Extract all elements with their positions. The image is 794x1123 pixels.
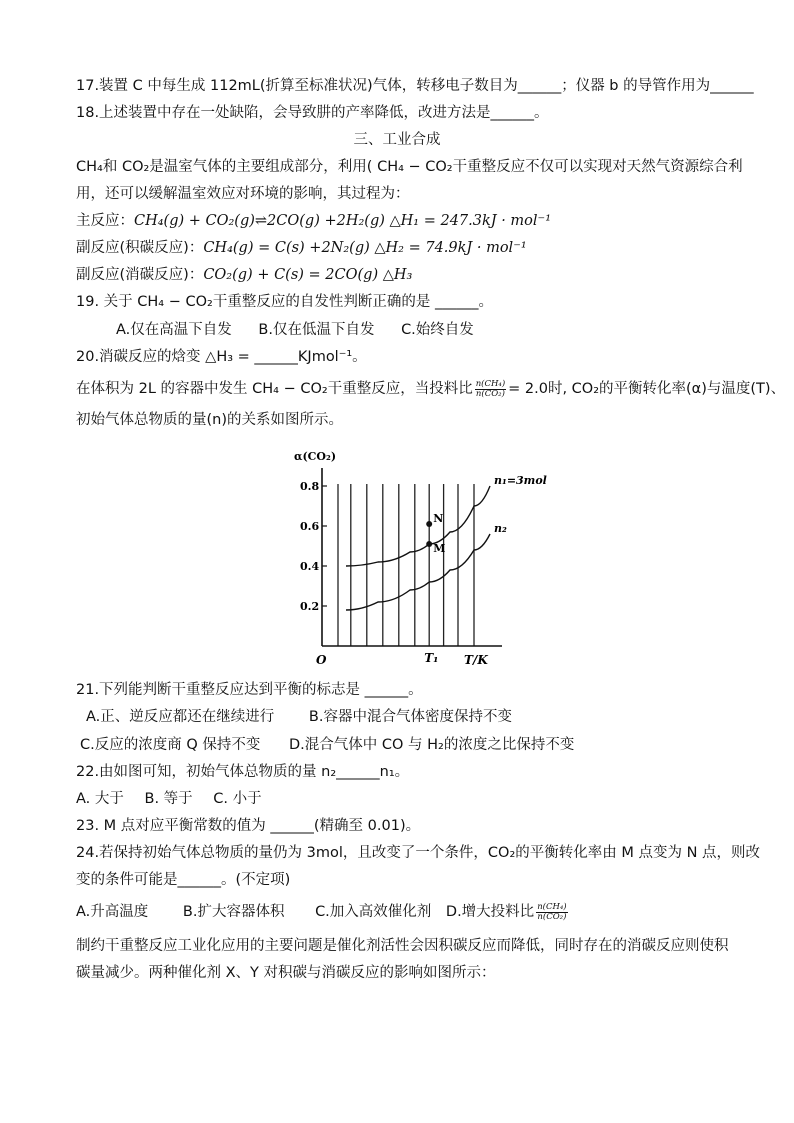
x-axis-label: T/K — [464, 653, 488, 667]
side-reaction-1 — [76, 238, 527, 258]
question-24-line-1: 24.若保持初始气体总物质的量仍为 3mol，且改变了一个条件，CO₂的平衡转化率由 M 点变为 N 点，则改 — [76, 845, 761, 861]
q22-option-c: C. 小于 — [213, 791, 262, 807]
q24-option-d-text: D.增大投料比 — [445, 904, 535, 920]
x-tick-label-t1: T₁ — [424, 651, 439, 665]
condition-text-b: = 2.0时, CO₂的平衡转化率(α)与温度(T)、 — [508, 381, 786, 397]
question-17: 17.装置 C 中每生成 112mL(折算至标准状况)气体，转移电子数目为______；仪器 b 的导管作用为______ — [76, 78, 754, 94]
q21-option-b: B.容器中混合气体密度保持不变 — [308, 709, 512, 725]
side-reaction-2-equation: CO₂(g) + C(s) = 2CO(g) △H₃ — [203, 267, 413, 283]
y-tick-label-1: 0.4 — [300, 560, 320, 573]
point-label-m: M — [433, 542, 446, 555]
closing-line-2: 碳量减少。两种催化剂 X、Y 对积碳与消碳反应的影响如图所示： — [76, 965, 496, 981]
main-reaction — [76, 211, 551, 231]
section-title: 三、工业合成 — [353, 132, 441, 148]
q24-fraction-denominator: n(CO₂) — [537, 911, 567, 922]
main-reaction-label: 主反应： — [76, 213, 134, 229]
condition-text-a: 在体积为 2L 的容器中发生 CH₄ − CO₂干重整反应，当投料比 — [76, 381, 473, 397]
side-reaction-1-equation: CH₄(g) = C(s) +2N₂(g) △H₂ = 74.9kJ · mol⁻¹ — [203, 240, 527, 256]
intro-line-1: CH₄和 CO₂是温室气体的主要组成部分，利用( CH₄ − CO₂干重整反应不仅可以实现对天然气资源综合利 — [76, 159, 743, 175]
question-24-line-2: 变的条件可能是______。(不定项) — [76, 872, 291, 888]
question-18: 18.上述装置中存在一处缺陷，会导致肼的产率降低，改进方法是______。 — [76, 105, 549, 121]
closing-line-1: 制约干重整反应工业化应用的主要问题是催化剂活性会因积碳反应而降低，同时存在的消碳反应则使积 — [76, 938, 729, 954]
question-21-row-2 — [80, 735, 574, 755]
q19-option-b: B.仅在低温下自发 — [258, 322, 375, 338]
y-axis-label: α(CO₂) — [294, 450, 337, 463]
q24-option-b: B.扩大容器体积 — [182, 904, 285, 920]
y-tick-label-0: 0.2 — [300, 600, 320, 613]
question-22: 22.由如图可知，初始气体总物质的量 n₂______n₁。 — [76, 764, 410, 780]
q24-option-c: C.加入高效催化剂 — [315, 904, 432, 920]
q22-option-a: A. 大于 — [76, 791, 124, 807]
point-label-n: N — [433, 512, 444, 525]
y-tick-label-2: 0.6 — [300, 520, 320, 533]
series-curve-1 — [346, 486, 490, 566]
side-reaction-2-label: 副反应(消碳反应)： — [76, 267, 204, 283]
question-21-row-1 — [86, 707, 512, 727]
point-m — [426, 541, 432, 547]
y-tick-label-3: 0.8 — [300, 480, 320, 493]
fraction-numerator: n(CH₄) — [475, 378, 506, 389]
feed-ratio-fraction — [475, 380, 506, 399]
q24-feed-ratio-fraction — [536, 903, 567, 922]
q22-option-b: B. 等于 — [144, 791, 193, 807]
question-19: 19. 关于 CH₄ − CO₂干重整反应的自发性判断正确的是 ______。 — [76, 294, 493, 310]
condition-line-1 — [76, 379, 785, 399]
question-19-options — [116, 320, 474, 340]
side-reaction-2 — [76, 265, 412, 285]
main-reaction-equation: CH₄(g) + CO₂(g)⇌2CO(g) +2H₂(g) △H₁ = 247.3kJ · mol⁻¹ — [134, 213, 552, 229]
question-22-options — [76, 789, 262, 809]
side-reaction-1-label: 副反应(积碳反应)： — [76, 240, 204, 256]
q19-option-c: C.始终自发 — [401, 322, 474, 338]
fraction-denominator: n(CO₂) — [475, 388, 505, 399]
intro-line-2: 用，还可以缓解温室效应对环境的影响，其过程为： — [76, 186, 410, 202]
series-label-1: n₁=3mol — [494, 474, 547, 487]
question-24-options — [76, 902, 570, 922]
conversion-temperature-chart — [290, 440, 547, 672]
question-20: 20.消碳反应的焓变 △H₃ = ______KJmol⁻¹。 — [76, 349, 367, 365]
q21-option-d: D.混合气体中 CO 与 H₂的浓度之比保持不变 — [288, 737, 575, 753]
condition-line-2: 初始气体总物质的量(n)的关系如图所示。 — [76, 412, 344, 428]
q24-option-d — [446, 902, 570, 922]
question-23: 23. M 点对应平衡常数的值为 ______(精确至 0.01)。 — [76, 818, 421, 834]
q19-option-a: A.仅在高温下自发 — [116, 322, 232, 338]
series-label-2: n₂ — [494, 522, 507, 535]
question-21: 21.下列能判断干重整反应达到平衡的标志是 ______。 — [76, 682, 423, 698]
series-curve-2 — [346, 534, 490, 610]
q21-option-a: A.正、逆反应都还在继续进行 — [86, 709, 275, 725]
q24-fraction-numerator: n(CH₄) — [537, 901, 567, 912]
origin-label: O — [316, 653, 327, 667]
point-n — [426, 521, 432, 527]
q24-option-a: A.升高温度 — [76, 904, 149, 920]
q21-option-c: C.反应的浓度商 Q 保持不变 — [80, 737, 261, 753]
